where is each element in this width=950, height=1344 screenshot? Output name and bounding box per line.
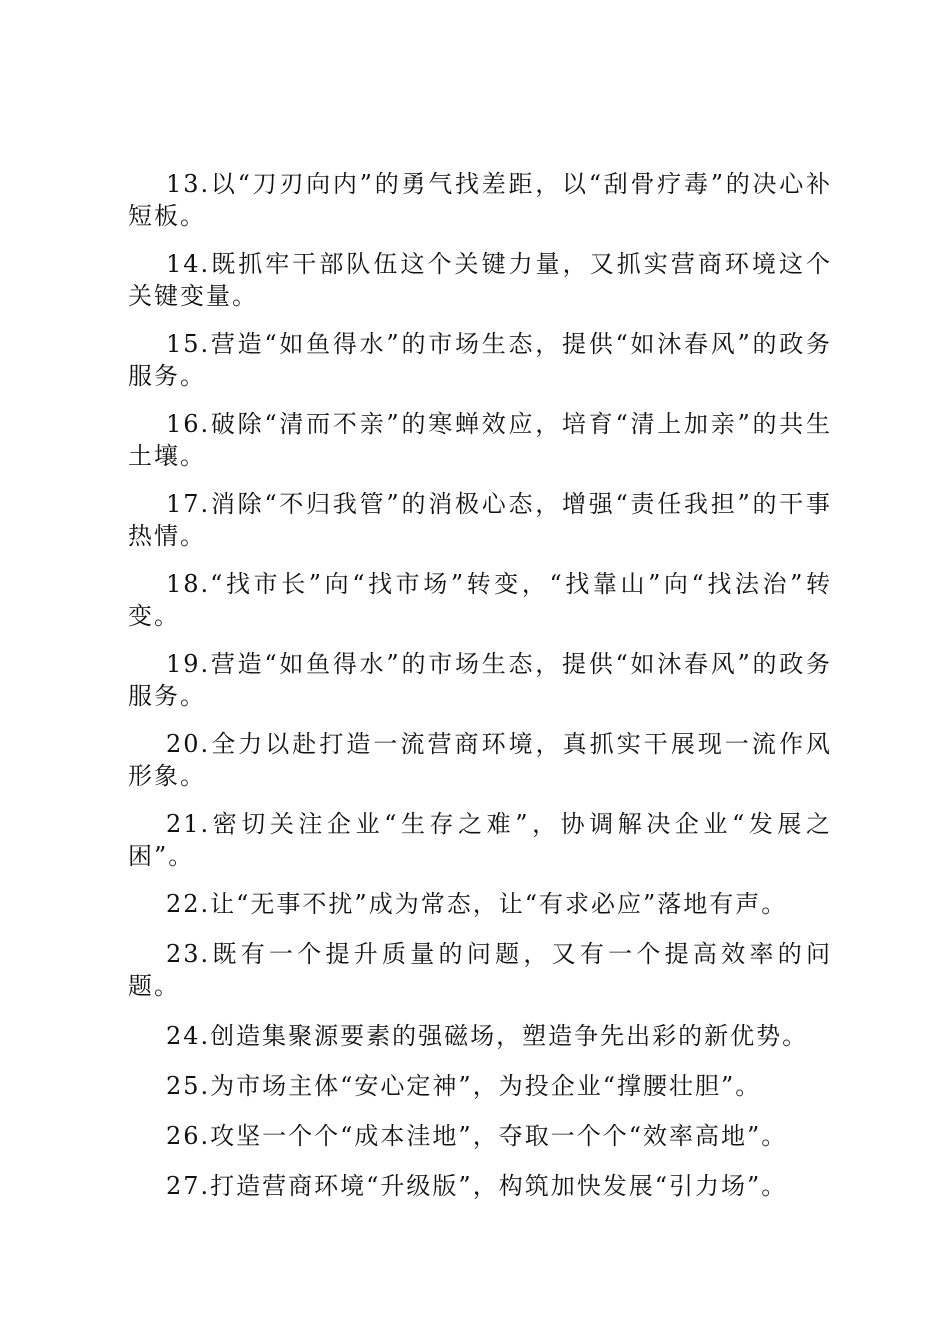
- list-item-26: 26.攻坚一个个“成本洼地”，夺取一个个“效率高地”。: [166, 1122, 788, 1150]
- list-item-16: 16.破除“清而不亲”的寒蝉效应，培育“清上加亲”的共生土壤。: [128, 410, 832, 470]
- list-item-17: 17.消除“不归我管”的消极心态，增强“责任我担”的干事热情。: [128, 490, 832, 550]
- document-page: [128, 168, 832, 1220]
- list-item-24: 24.创造集聚源要素的强磁场，塑造争先出彩的新优势。: [166, 1022, 809, 1050]
- list-item-15: 15.营造“如鱼得水”的市场生态，提供“如沐春风”的政务服务。: [128, 330, 832, 390]
- list-item-21: 21.密切关注企业“生存之难”，协调解决企业“发展之困”。: [128, 810, 832, 870]
- list-item-14: 14.既抓牢干部队伍这个关键力量，又抓实营商环境这个关键变量。: [128, 250, 832, 310]
- list-item-18: 18.“找市长”向“找市场”转变，“找靠山”向“找法治”转变。: [128, 570, 832, 630]
- list-item-23: 23.既有一个提升质量的问题，又有一个提高效率的问题。: [128, 940, 832, 1000]
- list-item-19: 19.营造“如鱼得水”的市场生态，提供“如沐春风”的政务服务。: [128, 650, 832, 710]
- list-item-22: 22.让“无事不扰”成为常态，让“有求必应”落地有声。: [166, 890, 788, 918]
- list-item-13: 13.以“刀刃向内”的勇气找差距，以“刮骨疗毒”的决心补短板。: [128, 170, 832, 230]
- list-item-27: 27.打造营商环境“升级版”，构筑加快发展“引力场”。: [166, 1172, 788, 1200]
- list-item-25: 25.为市场主体“安心定神”，为投企业“撑腰壮胆”。: [166, 1072, 762, 1100]
- list-item-20: 20.全力以赴打造一流营商环境，真抓实干展现一流作风形象。: [128, 730, 832, 790]
